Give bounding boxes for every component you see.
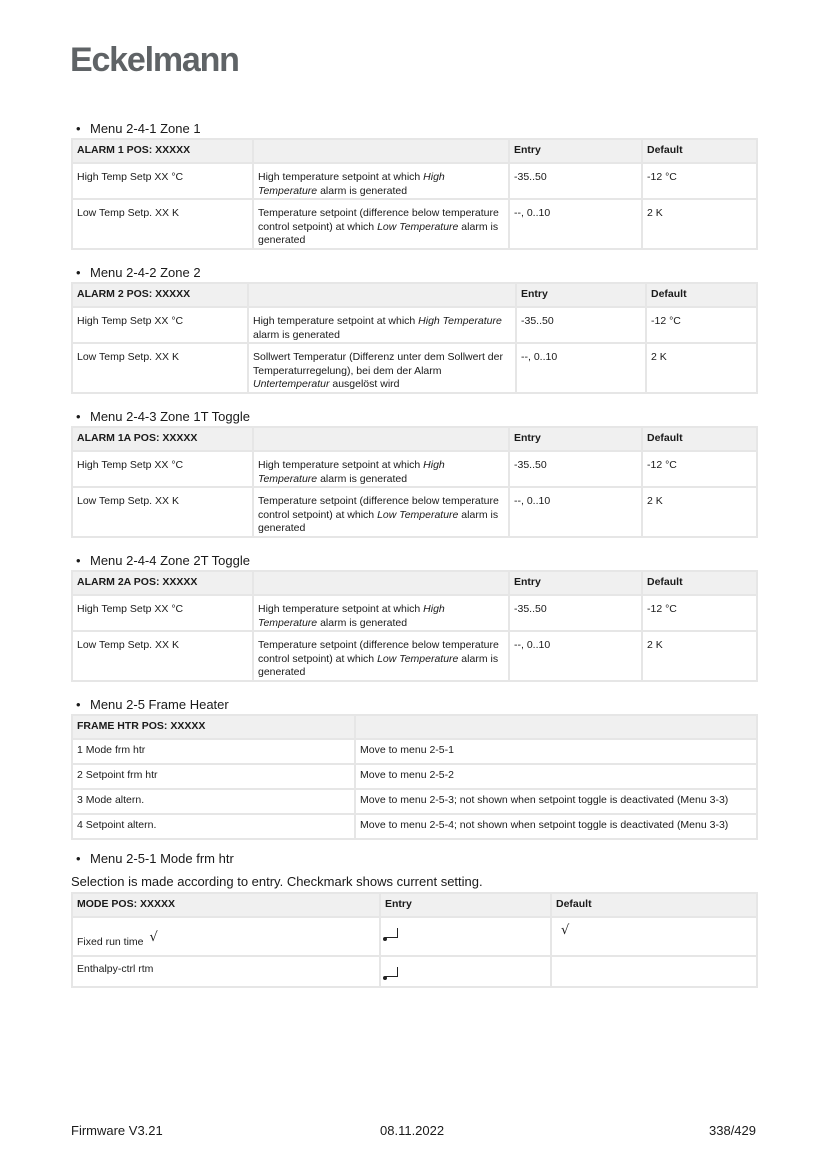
table-row — [72, 487, 757, 537]
param-entry: -35..50 — [509, 451, 642, 487]
param-default: -12 °C — [642, 595, 757, 631]
header-pos: ALARM 2A POS: XXXXX — [72, 571, 253, 595]
header-default: Default — [642, 427, 757, 451]
param-description: Temperature setpoint (difference below temperature control setpoint) at which Low Temperature alarm is generated — [253, 487, 509, 537]
header-desc — [355, 715, 757, 739]
table-row — [72, 595, 757, 631]
section-title-menu-2-5-1: • Menu 2-5-1 Mode frm htr — [76, 851, 234, 866]
table-row — [72, 789, 757, 814]
menu-item-name: 3 Mode altern. — [72, 789, 355, 814]
param-description: Temperature setpoint (difference below temperature control setpoint) at which Low Temperature alarm is generated — [253, 199, 509, 249]
menu-item-name: 4 Setpoint altern. — [72, 814, 355, 839]
param-default: 2 K — [642, 487, 757, 537]
option-default — [551, 956, 757, 987]
param-name: High Temp Setp XX °C — [72, 595, 253, 631]
param-default: -12 °C — [646, 307, 757, 343]
menu-item-description: Move to menu 2-5-3; not shown when setpoint toggle is deactivated (Menu 3-3) — [355, 789, 757, 814]
option-default — [551, 917, 757, 956]
menu-item-name: 2 Setpoint frm htr — [72, 764, 355, 789]
table-row — [72, 917, 757, 956]
option-name: Enthalpy-ctrl rtm — [72, 956, 380, 987]
footer-date: 08.11.2022 — [380, 1123, 445, 1138]
param-entry: --, 0..10 — [516, 343, 646, 393]
param-entry: -35..50 — [509, 595, 642, 631]
param-name: High Temp Setp XX °C — [72, 451, 253, 487]
header-entry: Entry — [509, 427, 642, 451]
eckelmann-logo: Eckelmann — [70, 41, 239, 79]
param-name: Low Temp Setp. XX K — [72, 199, 253, 249]
table-row — [72, 343, 757, 393]
table-header-row — [72, 427, 757, 451]
param-name: High Temp Setp XX °C — [72, 307, 248, 343]
table-mode-frm-htr — [71, 892, 758, 988]
param-default: 2 K — [642, 631, 757, 681]
menu-item-description: Move to menu 2-5-4; not shown when setpoint toggle is deactivated (Menu 3-3) — [355, 814, 757, 839]
table-alarm-2a — [71, 570, 758, 682]
section-title-menu-2-4-2: • Menu 2-4-2 Zone 2 — [76, 265, 201, 280]
header-pos: ALARM 2 POS: XXXXX — [72, 283, 248, 307]
header-pos: ALARM 1A POS: XXXXX — [72, 427, 253, 451]
table-row — [72, 163, 757, 199]
header-default: Default — [642, 139, 757, 163]
header-desc — [248, 283, 516, 307]
footer-page-number: 338/429 — [709, 1123, 756, 1138]
section-intro-text: Selection is made according to entry. Checkmark shows current setting. — [71, 874, 483, 889]
section-title-menu-2-4-1: • Menu 2-4-1 Zone 1 — [76, 121, 201, 136]
header-entry: Entry — [380, 893, 551, 917]
menu-item-name: 1 Mode frm htr — [72, 739, 355, 764]
param-description: High temperature setpoint at which High Temperature alarm is generated — [248, 307, 516, 343]
param-name: Low Temp Setp. XX K — [72, 343, 248, 393]
table-row — [72, 956, 757, 987]
return-key-icon — [385, 967, 398, 977]
return-key-icon — [385, 928, 398, 938]
table-row — [72, 631, 757, 681]
header-pos: FRAME HTR POS: XXXXX — [72, 715, 355, 739]
param-description: High temperature setpoint at which High Temperature alarm is generated — [253, 451, 509, 487]
header-pos: MODE POS: XXXXX — [72, 893, 380, 917]
header-default: Default — [646, 283, 757, 307]
option-entry — [380, 956, 551, 987]
param-description: High temperature setpoint at which High Temperature alarm is generated — [253, 595, 509, 631]
header-entry: Entry — [509, 139, 642, 163]
param-entry: --, 0..10 — [509, 487, 642, 537]
param-entry: -35..50 — [509, 163, 642, 199]
param-entry: --, 0..10 — [509, 199, 642, 249]
table-row — [72, 739, 757, 764]
header-default: Default — [551, 893, 757, 917]
section-title-menu-2-5: • Menu 2-5 Frame Heater — [76, 697, 229, 712]
header-entry: Entry — [516, 283, 646, 307]
table-header-row — [72, 139, 757, 163]
table-alarm-1a — [71, 426, 758, 538]
param-name: Low Temp Setp. XX K — [72, 631, 253, 681]
table-alarm-2 — [71, 282, 758, 394]
param-description: Sollwert Temperatur (Differenz unter dem Sollwert der Temperaturregelung), bei dem der Alarm Untertemperatur ausgelöst wird — [248, 343, 516, 393]
checkmark-icon: √ — [149, 930, 158, 945]
menu-item-description: Move to menu 2-5-1 — [355, 739, 757, 764]
section-title-menu-2-4-3: • Menu 2-4-3 Zone 1T Toggle — [76, 409, 250, 424]
table-row — [72, 307, 757, 343]
table-header-row — [72, 715, 757, 739]
checkmark-icon: √ — [561, 923, 570, 938]
table-header-row — [72, 893, 757, 917]
table-header-row — [72, 283, 757, 307]
header-desc — [253, 139, 509, 163]
param-default: -12 °C — [642, 451, 757, 487]
param-description: High temperature setpoint at which High Temperature alarm is generated — [253, 163, 509, 199]
header-desc — [253, 427, 509, 451]
table-frame-heater — [71, 714, 758, 840]
table-row — [72, 199, 757, 249]
menu-item-description: Move to menu 2-5-2 — [355, 764, 757, 789]
param-description: Temperature setpoint (difference below temperature control setpoint) at which Low Temperature alarm is generated — [253, 631, 509, 681]
param-entry: --, 0..10 — [509, 631, 642, 681]
table-alarm-1 — [71, 138, 758, 250]
option-entry — [380, 917, 551, 956]
header-default: Default — [642, 571, 757, 595]
param-name: High Temp Setp XX °C — [72, 163, 253, 199]
option-name: Fixed run time √ — [72, 917, 380, 956]
header-pos: ALARM 1 POS: XXXXX — [72, 139, 253, 163]
param-default: 2 K — [642, 199, 757, 249]
param-default: -12 °C — [642, 163, 757, 199]
param-entry: -35..50 — [516, 307, 646, 343]
header-desc — [253, 571, 509, 595]
table-row — [72, 814, 757, 839]
table-header-row — [72, 571, 757, 595]
param-default: 2 K — [646, 343, 757, 393]
header-entry: Entry — [509, 571, 642, 595]
section-title-menu-2-4-4: • Menu 2-4-4 Zone 2T Toggle — [76, 553, 250, 568]
table-row — [72, 764, 757, 789]
footer-firmware-version: Firmware V3.21 — [71, 1123, 163, 1138]
table-row — [72, 451, 757, 487]
param-name: Low Temp Setp. XX K — [72, 487, 253, 537]
